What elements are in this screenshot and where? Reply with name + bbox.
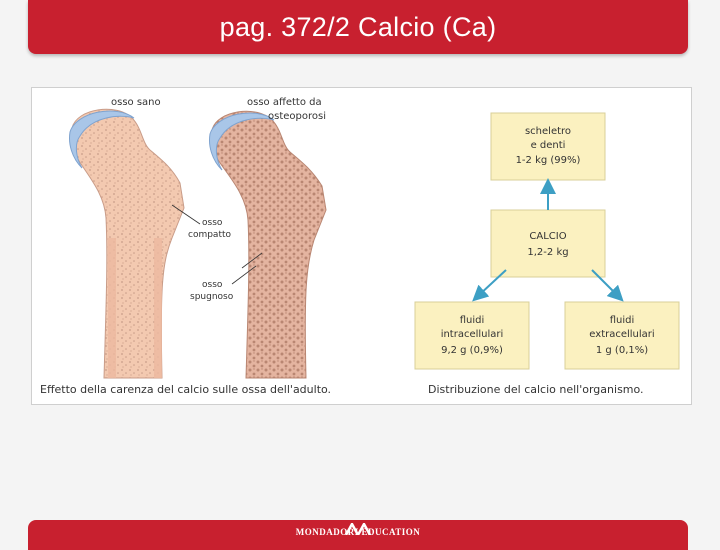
box-calcium-line1: CALCIO bbox=[529, 231, 567, 242]
label-healthy-bone: osso sano bbox=[111, 97, 161, 108]
label-spongy-1: osso bbox=[202, 280, 223, 290]
label-spongy-2: spugnoso bbox=[190, 292, 234, 302]
box-calcium-line2: 1,2-2 kg bbox=[527, 247, 569, 258]
box-extracellular-line1: fluidi bbox=[609, 315, 635, 326]
label-osteoporosis-1: osso affetto da bbox=[247, 97, 322, 108]
box-calcium bbox=[491, 210, 605, 277]
label-osteoporosis-2: osteoporosi bbox=[268, 111, 326, 122]
page-title: pag. 372/2 Calcio (Ca) bbox=[219, 12, 497, 42]
box-intracellular bbox=[415, 302, 529, 369]
box-intracellular-line2: intracellulari bbox=[440, 329, 504, 340]
box-intracellular-line3: 9,2 g (0,9%) bbox=[441, 345, 503, 356]
box-extracellular bbox=[565, 302, 679, 369]
label-compact-1: osso bbox=[202, 218, 223, 228]
figure-panel bbox=[31, 87, 692, 405]
footer-bar bbox=[28, 520, 688, 550]
box-extracellular-line2: extracellulari bbox=[589, 329, 655, 340]
caption-left: Effetto della carenza del calcio sulle ossa dell'adulto. bbox=[40, 383, 332, 396]
box-skeleton bbox=[491, 113, 605, 180]
osteoporotic-bone bbox=[210, 111, 327, 378]
box-skeleton-line3: 1-2 kg (99%) bbox=[515, 155, 581, 166]
publisher-logo-text: MONDADORI EDUCATION bbox=[295, 527, 421, 537]
box-intracellular-line1: fluidi bbox=[459, 315, 485, 326]
caption-right: Distribuzione del calcio nell'organismo. bbox=[428, 383, 644, 396]
title-bar bbox=[28, 0, 688, 54]
box-skeleton-line1: scheletro bbox=[524, 126, 572, 137]
box-extracellular-line3: 1 g (0,1%) bbox=[595, 345, 649, 356]
box-skeleton-line2: e denti bbox=[530, 140, 566, 151]
healthy-bone bbox=[70, 109, 185, 378]
label-compact-2: compatto bbox=[188, 230, 232, 240]
figure-illustration bbox=[32, 88, 691, 404]
